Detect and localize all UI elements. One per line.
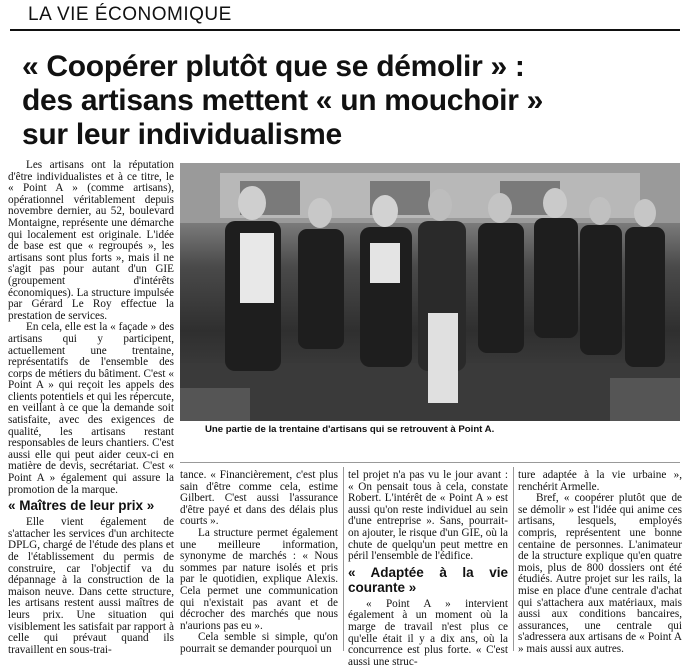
col4-paragraph-2: Bref, « coopérer plutôt que de se démolir » est l'idée qui anime ces artisans, lesquels, employés compris, représentent une bonne centaine de personnes. L'animateur de la structure explique qu'en quatre mois, plus de 800 dossiers ont été étudiés. Autre projet sur les rails, la mise en place d'une centrale d'achat qui s'attachera aux matériaux, mais aussi aux conditions bancaires, assurances, une centrale qui s'adressera aux artisans de « Point A » mais aussi aux autres.	[518, 492, 682, 655]
col3-paragraph-1: tel projet n'a pas vu le jour avant : « On pensait tous à cela, constate Robert. L'intérêt de « Point A » est aussi qu'on reste individuel au sein d'une entreprise ». Sans, pourrait-on ajouter, le risque d'un GIE, où la chute de quelqu'un peut mettre en péril l'ensemble de l'édifice.	[348, 469, 508, 563]
section-rule	[10, 29, 680, 31]
col2-paragraph-2: La structure permet également une meilleure information, synonyme de marchés : « Nous sommes par nature isolés et pris par le quotidien, explique Alexis. Cela permet une communication qui n'existait pas avant et de décrocher des marchés que nous n'aurions pas eu ».	[180, 526, 338, 632]
col1-subheading: « Maîtres de leur prix »	[8, 498, 155, 514]
photo-caption: Une partie de la trentaine d'artisans qui se retrouvent à Point A.	[205, 424, 495, 435]
article-column-3	[348, 470, 508, 668]
headline	[22, 50, 682, 152]
headline-line-3: sur leur individualisme	[22, 118, 342, 151]
article-column-4	[518, 470, 682, 656]
col1-paragraph-3: Elle vient également de s'attacher les services d'un architecte DPLG, chargé de l'étude des plans et de l'établissement du permis de construire, car l'objectif va du dépannage à la construction de la maison neuve. Dans cette structure, les artisans restent aussi maîtres de leurs prix. Une situation qui visiblement les satisfait par rapport à celle qui prévaut quand ils travaillent en sous-trai-	[8, 516, 174, 656]
column-divider-1	[343, 467, 344, 651]
col3-paragraph-2: « Point A » intervient également à un moment où la marge de travail n'est plus ce qu'elle était il y a dix ans, où la concurrence est plus forte. « C'est aussi une struc-	[348, 597, 508, 668]
column-divider-2	[513, 467, 514, 651]
col3-subheading: « Adaptée à la vie courante »	[348, 564, 508, 595]
col4-paragraph-1: ture adaptée à la vie urbaine », renchérit Armelle.	[518, 469, 682, 493]
group-photo-illustration	[180, 163, 680, 421]
section-title: LA VIE ÉCONOMIQUE	[28, 4, 232, 25]
col1-paragraph-2: En cela, elle est la « façade » des artisans qui y participent, actuellement une trentaine, représentatifs de l'ensemble des corps de métiers du bâtiment. C'est « Point A » qui reçoit les appels des clients potentiels et qui les répercute, en veillant à ce que la demande soit satisfaite, avec des exigences de qualité, les artisans restant responsables de leurs chantiers. C'est aussi elle qui peut aider ceux-ci en matière de devis, secrétariat. C'est « Point A » également qui assure la promotion de la marque.	[8, 321, 174, 496]
article-column-2	[180, 470, 338, 656]
headline-line-1: « Coopérer plutôt que se démolir » :	[22, 50, 525, 83]
article-column-1	[8, 160, 174, 656]
headline-line-2: des artisans mettent « un mouchoir »	[22, 84, 543, 117]
group-photo	[180, 163, 680, 421]
column-top-rule	[180, 462, 680, 463]
col2-paragraph-1: tance. « Financièrement, c'est plus sain d'être comme cela, estime Gilbert. C'est aussi l'assurance d'être payé et dans des délais plus courts ».	[180, 469, 338, 528]
col1-paragraph-1: Les artisans ont la réputation d'être individualistes et à ce titre, le « Point A » (comme artisans), opérationnel véritablement depuis novembre dernier, au 52, boulevard Montaigne, représente une démarche qui localement est originale. L'idée de base est que « regroupés », les artisans sont plus forts », mais il ne s'agit pas pour autant d'un GIE (groupement d'intérêts économiques). La structure impulsée par Gérard Le Roy effectue la prestation de services.	[8, 159, 174, 322]
col2-paragraph-3: Cela semble si simple, qu'on pourrait se demander pourquoi un	[180, 631, 338, 655]
